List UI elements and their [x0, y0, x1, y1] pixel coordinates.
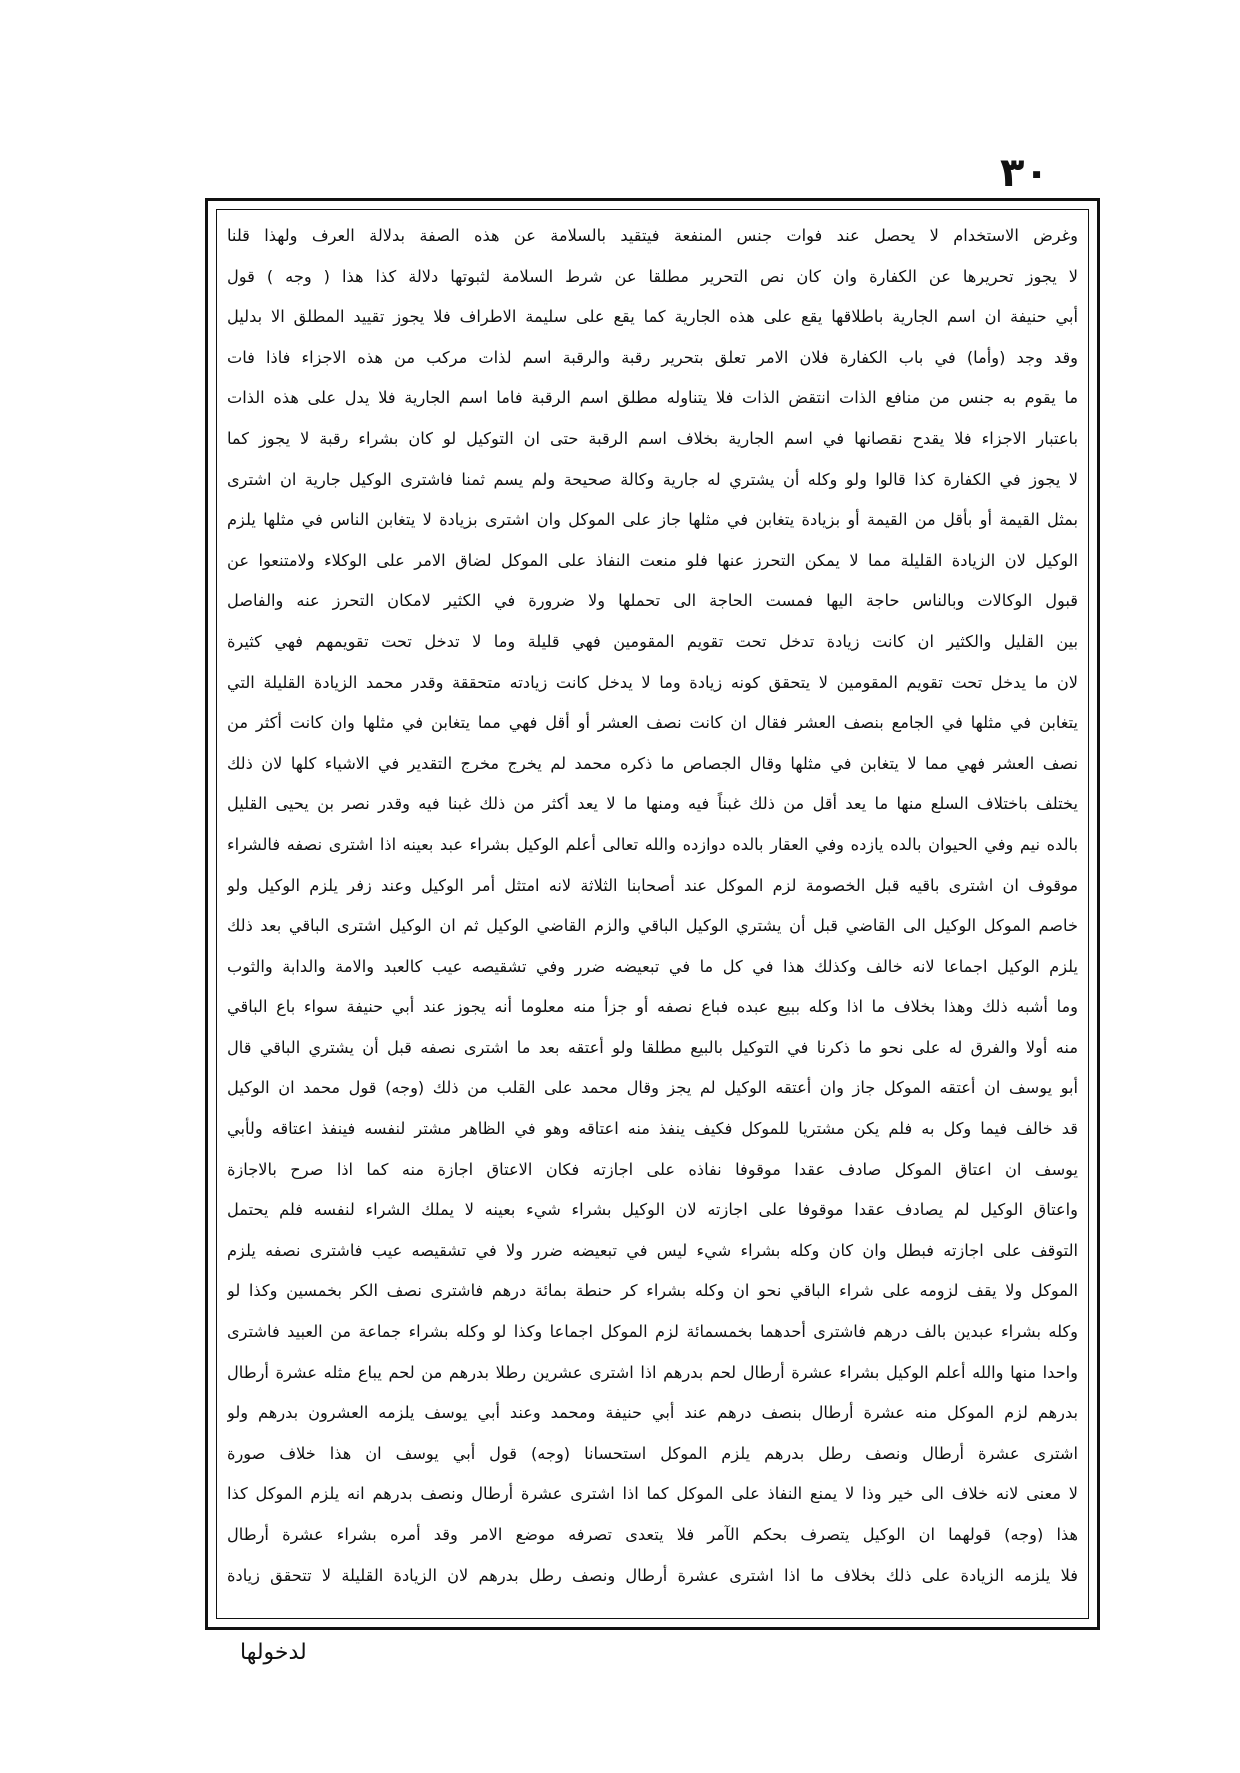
text-line: بمثل القيمة أو بأقل من القيمة أو بزيادة يتغابن في مثلها جاز على الموكل وان اشترى بزيادة لا يتغابن الناس في مثلها يلزم	[227, 510, 1078, 530]
text-line: وقد وجد (وأما) في باب الكفارة فلان الامر تعلق بتحرير رقبة والرقبة اسم لذات مركب من هذه الاجزاء فاذا فات	[227, 347, 1078, 367]
text-line: نصف العشر فهي مما لا يتغابن في مثلها وقال الجصاص ما ذكره محمد لم يخرج مخرج التقدير في الاشياء كلها لان ذلك	[227, 753, 1078, 773]
text-line: بدرهم لزم الموكل منه عشرة أرطال بنصف درهم عند أبي حنيفة ومحمد وعند أبي يوسف يلزمه العشرون بدرهم ولو	[227, 1403, 1078, 1423]
text-line: لا يجوز في الكفارة كذا قالوا ولو وكله أن يشتري له جارية وكالة صحيحة ولم يسم ثمنا فاشترى الوكيل جارية ان اشترى	[227, 469, 1078, 489]
text-body	[216, 209, 1089, 1619]
text-line: اشترى عشرة أرطال ونصف رطل بدرهم يلزم الموكل استحسانا (وجه) قول أبي يوسف ان هذا خلاف صورة	[227, 1443, 1078, 1463]
text-line: أبي حنيفة ان اسم الجارية باطلاقها يقع على هذه الجارية كما يقع على سليمة الاطراف فلا يجوز تقييد المطلق الا بدليل	[227, 307, 1078, 327]
text-line: باعتبار الاجزاء فلا يقدح نقصانها في اسم الجارية بخلاف اسم الرقبة حتى ان التوكيل لو كان بشراء رقبة لا يجوز كما	[227, 428, 1078, 448]
text-line: فلا يلزمه الزيادة على ذلك بخلاف ما اذا اشترى عشرة أرطال ونصف رطل بدرهم لان الزيادة القليلة لا تتحقق زيادة	[227, 1565, 1078, 1585]
text-line: وغرض الاستخدام لا يحصل عند فوات جنس المنفعة فيتقيد بالسلامة عن هذه الصفة بدلالة العرف ولهذا قلنا	[227, 226, 1078, 245]
text-line: لا يجوز تحريرها عن الكفارة وان كان نص التحرير مطلقا عن شرط السلامة لثبوتها دلالة كذا هذا ( وجه ) قول	[227, 266, 1078, 286]
text-line: خاصم الموكل الوكيل الى القاضي قبل أن يشتري الوكيل الباقي والزم القاضي الوكيل ثم ان الوكيل اشترى الباقي بعد ذلك	[227, 916, 1078, 936]
text-line: أبو يوسف ان أعتقه الموكل جاز وان أعتقه الوكيل لم يجز وقال محمد على القلب من ذلك (وجه) قول محمد ان الوكيل	[227, 1078, 1078, 1098]
text-line: وما أشبه ذلك وهذا بخلاف ما اذا وكله ببيع عبده فباع نصفه أو جزأ منه معلوما أنه يجوز عند أبي حنيفة سواء باع الباقي	[227, 997, 1078, 1017]
text-line: وكله بشراء عبدين بالف درهم فاشترى أحدهما بخمسمائة لزم الموكل اجماعا وكذا لو وكله بشراء جماعة من العبيد فاشترى	[227, 1322, 1078, 1342]
text-line: يختلف باختلاف السلع منها ما يعد أقل من ذلك غبناً فيه ومنها ما لا يعد أكثر من ذلك غبنا فيه وقدر نصر بن يحيى القليل	[227, 794, 1078, 814]
text-line: واحدا منها والله أعلم الوكيل بشراء عشرة أرطال لحم بدرهم اذا اشترى عشرين رطلا بدرهم من لحم يباع مثله عشرة أرطال	[227, 1362, 1078, 1382]
text-line: يوسف ان اعتاق الموكل صادف عقدا موقوفا نفاذه على اجازته فكان الاعتاق اجازة منه كما اذا صرح بالاجازة	[227, 1159, 1078, 1179]
text-line: يتغابن في مثلها في الجامع بنصف العشر فقال ان كانت نصف العشر أو أقل فهي مما يتغابن في مثلها وان كانت أكثر من	[227, 713, 1078, 733]
text-line: لان ما يدخل تحت تقويم المقومين لا يتحقق كونه زيادة وما لا يدخل كانت زيادته متحققة وقدر محمد الزيادة القليلة التي	[227, 672, 1078, 692]
text-line: لا معنى لانه خلاف الى خير وذا لا يمنع النفاذ على الموكل كما اذا اشترى عشرة أرطال ونصف بدرهم انه يلزم الموكل كذا	[227, 1484, 1078, 1504]
text-line: هذا (وجه) قولهما ان الوكيل يتصرف بحكم الآمر فلا يتعدى تصرفه موضع الامر وقد أمره بشراء عشرة أرطال	[227, 1525, 1078, 1544]
text-line: قد خالف فيما وكل به فلم يكن مشتريا للموكل فكيف ينفذ منه اعتاقه وهو في الظاهر مشتر لنفسه فينفذ اعتاقه ولأبي	[227, 1119, 1078, 1139]
page-frame	[205, 198, 1100, 1630]
text-line: واعتاق الوكيل لم يصادف عقدا موقوفا على اجازته لان الوكيل بشراء شيء بعينه لا يملك الشراء لنفسه فلم يحتمل	[227, 1200, 1078, 1220]
text-line: موقوف ان اشترى باقيه قبل الخصومة لزم الموكل عند أصحابنا الثلاثة لانه امتثل أمر الوكيل وعند زفر يلزم الوكيل ولو	[227, 875, 1078, 895]
catchword: لدخولها	[240, 1640, 307, 1665]
text-line: التوقف على اجازته فبطل وان كان وكله بشراء شيء ليس في تبعيضه ضرر ولا في تشقيصه عيب فاشترى نصفه يلزم	[227, 1240, 1078, 1260]
text-line: الموكل ولا يقف لزومه على شراء الباقي نحو ان وكله بشراء كر حنطة بمائة درهم فاشترى نصف الكر بخمسين وكذا لو	[227, 1281, 1078, 1301]
text-line: الوكيل لان الزيادة القليلة مما لا يمكن التحرز عنها فلو منعت النفاذ على الموكل لضاق الامر على الوكلاء ولامتنعوا عن	[227, 550, 1078, 570]
text-line: ما يقوم به جنس من منافع الذات انتقض الذات فلا يتناوله مطلق اسم الرقبة فاما اسم الجارية فلا يدل على هذه الذات	[227, 388, 1078, 408]
text-line: بين القليل والكثير ان كانت زيادة تدخل تحت تقويم المقومين فهي قليلة وما لا تدخل تحت تقويمهم فهي كثيرة	[227, 631, 1078, 651]
text-line: بالده نيم وفي الحيوان بالده يازده وفي العقار بالده دوازده والله تعالى أعلم الوكيل بشراء عبد بعينه اذا اشترى نصفه فالشراء	[227, 834, 1078, 854]
text-line: منه أولا والفرق له على نحو ما ذكرنا في التوكيل بالبيع مطلقا ولو أعتقه بعد ما اشترى نصفه قبل أن يشتري الباقي قال	[227, 1037, 1078, 1057]
page-number: ٣٠	[1000, 150, 1049, 196]
text-line: يلزم الوكيل اجماعا لانه خالف وكذلك هذا في كل ما في تبعيضه ضرر وفي تشقيصه عيب كالعبد والامة والدابة والثوب	[227, 956, 1078, 976]
text-line: قبول الوكالات وبالناس حاجة اليها فمست الحاجة الى تحملها ولا ضرورة في الكثير لامكان التحرز عنه والفاصل	[227, 591, 1078, 611]
